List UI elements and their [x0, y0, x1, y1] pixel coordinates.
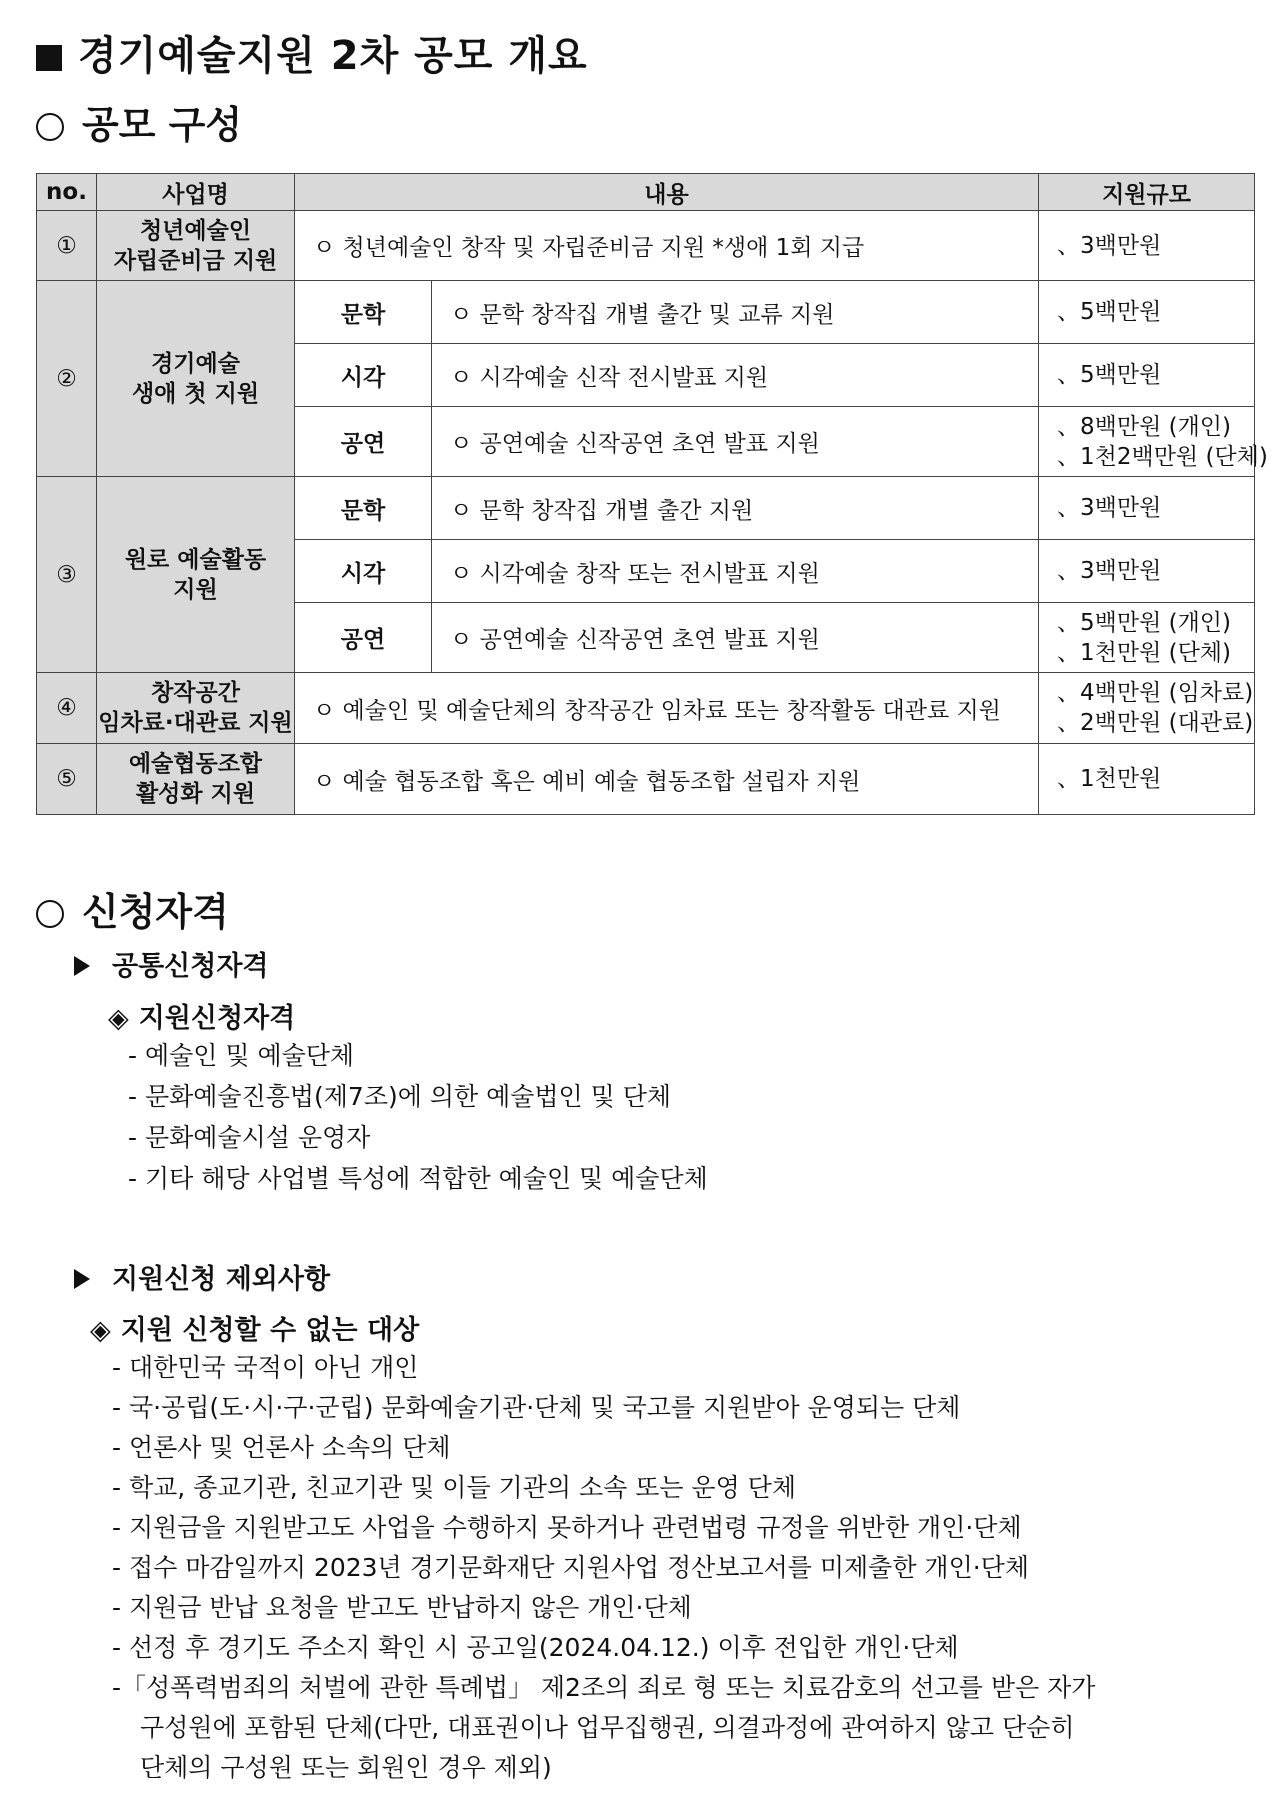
table-row [37, 744, 1255, 815]
genre-label: 문학 [295, 281, 432, 344]
list-item: - 접수 마감일까지 2023년 경기문화재단 지원사업 정산보고서를 미제출한 개인·단체 [112, 1553, 1029, 1582]
program-content: ㅇ 예술인 및 예술단체의 창작공간 임차료 또는 창작활동 대관료 지원 [295, 673, 1039, 744]
section-heading-text: 공모 구성 [82, 103, 243, 147]
program-scale: 、5백만원 (개인) 、1천만원 (단체) [1039, 603, 1255, 673]
table-header-row [37, 174, 1255, 211]
square-bullet-icon [36, 45, 62, 71]
program-scale: 、3백만원 [1039, 211, 1255, 281]
list-item: - 지원금을 지원받고도 사업을 수행하지 못하거나 관련법령 규정을 위반한 개인·단체 [112, 1513, 1022, 1542]
row-number: ③ [37, 477, 97, 673]
list-item: - 문화예술시설 운영자 [128, 1123, 371, 1152]
program-content: ㅇ 공연예술 신작공연 초연 발표 지원 [432, 407, 1039, 477]
list-item: - 언론사 및 언론사 소속의 단체 [112, 1433, 451, 1462]
subsection-heading-exclusions: 지원신청 제외사항 [74, 1257, 330, 1296]
list-item: - 선정 후 경기도 주소지 확인 시 공고일(2024.04.12.) 이후 전입한 개인·단체 [112, 1633, 959, 1662]
program-content: ㅇ 청년예술인 창작 및 자립준비금 지원 *생애 1회 지급 [295, 211, 1039, 281]
table-row [37, 211, 1255, 281]
table-row [37, 673, 1255, 744]
program-name: 예술협동조합 활성화 지원 [97, 744, 295, 815]
list-item: -「성폭력범죄의 처벌에 관한 특례법」 제2조의 죄로 형 또는 치료감호의 선고를 받은 자가 [112, 1673, 1096, 1702]
program-name: 청년예술인 자립준비금 지원 [97, 211, 295, 281]
circle-bullet-icon [36, 113, 64, 141]
program-content: ㅇ 예술 협동조합 혹은 예비 예술 협동조합 설립자 지원 [295, 744, 1039, 815]
diamond-bullet-icon: ◈ [90, 1315, 111, 1346]
program-name: 경기예술 생애 첫 지원 [97, 281, 295, 477]
row-number: ⑤ [37, 744, 97, 815]
genre-label: 시각 [295, 344, 432, 407]
subsection-heading-common: 공통신청자격 [74, 944, 269, 983]
row-number: ② [37, 281, 97, 477]
section-heading-composition [36, 94, 242, 149]
list-item: - 지원금 반납 요청을 받고도 반납하지 않은 개인·단체 [112, 1593, 692, 1622]
circle-bullet-icon [36, 900, 64, 928]
program-content: ㅇ 시각예술 신작 전시발표 지원 [432, 344, 1039, 407]
program-content: ㅇ 공연예술 신작공연 초연 발표 지원 [432, 603, 1039, 673]
list-item: - 문화예술진흥법(제7조)에 의한 예술법인 및 단체 [128, 1082, 672, 1111]
program-table [36, 173, 1268, 815]
list-item: - 학교, 종교기관, 친교기관 및 이들 기관의 소속 또는 운영 단체 [112, 1473, 796, 1502]
header-content: 내용 [295, 174, 1039, 211]
program-content: ㅇ 문학 창작집 개별 출간 지원 [432, 477, 1039, 540]
sub-heading-eligibility: ◈ 지원신청자격 [108, 1003, 296, 1034]
header-scale: 지원규모 [1039, 174, 1255, 211]
sub-heading-excluded-targets: ◈ 지원 신청할 수 없는 대상 [90, 1315, 420, 1346]
program-scale: 、3백만원 [1039, 477, 1255, 540]
list-item-continuation: 단체의 구성원 또는 회원인 경우 제외) [140, 1753, 552, 1782]
triangle-bullet-icon [74, 1269, 90, 1289]
list-item: - 국·공립(도·시·구·군립) 문화예술기관·단체 및 국고를 지원받아 운영되는 단체 [112, 1393, 961, 1422]
header-name: 사업명 [97, 174, 295, 211]
list-item: - 기타 해당 사업별 특성에 적합한 예술인 및 예술단체 [128, 1164, 708, 1193]
section-heading-eligibility [36, 881, 229, 936]
program-scale: 、3백만원 [1039, 540, 1255, 603]
row-number: ④ [37, 673, 97, 744]
genre-label: 공연 [295, 603, 432, 673]
genre-label: 문학 [295, 477, 432, 540]
list-item-continuation: 구성원에 포함된 단체(다만, 대표권이나 업무집행권, 의결과정에 관여하지 않고 단순히 [140, 1713, 1075, 1742]
program-name: 원로 예술활동 지원 [97, 477, 295, 673]
genre-label: 시각 [295, 540, 432, 603]
program-scale: 、8백만원 (개인) 、1천2백만원 (단체) [1039, 407, 1255, 477]
diamond-bullet-icon: ◈ [108, 1003, 129, 1034]
program-name: 창작공간 임차료·대관료 지원 [97, 673, 295, 744]
header-no: no. [37, 174, 97, 211]
program-scale: 、4백만원 (임차료) 、2백만원 (대관료) [1039, 673, 1255, 744]
genre-label: 공연 [295, 407, 432, 477]
page-title [36, 24, 588, 81]
program-scale: 、5백만원 [1039, 281, 1255, 344]
table-row [37, 281, 1255, 344]
list-item: - 예술인 및 예술단체 [128, 1041, 355, 1070]
section-heading-text: 신청자격 [82, 890, 229, 934]
program-content: ㅇ 문학 창작집 개별 출간 및 교류 지원 [432, 281, 1039, 344]
program-content: ㅇ 시각예술 창작 또는 전시발표 지원 [432, 540, 1039, 603]
table-row [37, 477, 1255, 540]
program-scale: 、5백만원 [1039, 344, 1255, 407]
program-scale: 、1천만원 [1039, 744, 1255, 815]
triangle-bullet-icon [74, 956, 90, 976]
list-item: - 대한민국 국적이 아닌 개인 [112, 1353, 419, 1382]
row-number: ① [37, 211, 97, 281]
page-title-text: 경기예술지원 2차 공모 개요 [78, 33, 588, 79]
